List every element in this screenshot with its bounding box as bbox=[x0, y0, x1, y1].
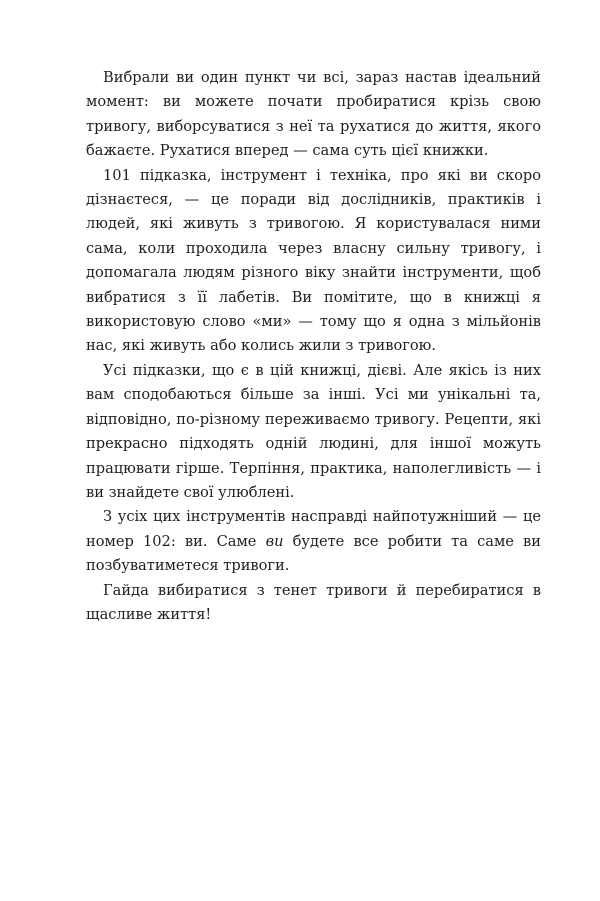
paragraph-2 bbox=[86, 164, 541, 359]
paragraph-5-text: Гайда вибиратися з тенет тривоги й перебиратися в щасливе життя! bbox=[86, 581, 541, 623]
paragraph-5 bbox=[86, 579, 541, 628]
paragraph-4-text-end: будете все робити та саме ви позбуватиметеся тривоги. bbox=[86, 532, 542, 575]
paragraph-3 bbox=[86, 359, 541, 505]
paragraph-1-text: Вибрали ви один пункт чи всі, зараз настав ідеальний момент: ви можете почати пробиратися крізь свою тривогу, виборсуватися з неї та рухатися до життя, якого бажаєте. Рухатися вперед — сама суть цієї книжки. bbox=[86, 69, 541, 160]
paragraph-4-emphasis: ви bbox=[265, 532, 284, 550]
body-text bbox=[86, 66, 541, 627]
paragraph-2-text: 101 підказка, інструмент і техніка, про які ви скоро дізнаєтеся, — це поради від дослідників, практиків і людей, які живуть з тривогою. Я користувалася ними сама, коли проходила через власну сильну тривогу, і допомагала людям різного віку знайти інструменти, щоб вибратися з її лабетів. Ви помітите, що в книжці я використовую слово «ми» — тому що я одна з мільйонів нас, які живуть або колись жили з тривогою. bbox=[86, 166, 541, 355]
paragraph-1 bbox=[86, 66, 541, 164]
paragraph-4-text-start: З усіх цих інструментів насправді найпотужніший — це номер 102: ви. Саме bbox=[86, 508, 541, 550]
paragraph-4 bbox=[86, 505, 541, 578]
paragraph-3-text: Усі підказки, що є в цій книжці, дієві. Але якісь із них вам сподобаються більше за інші. Усі ми унікальні та, відповідно, по-різному переживаємо тривогу. Рецепти, які прекрасно підходять одній людині, для іншої можуть працювати гірше. Терпіння, практика, наполегливість — і ви знайдете свої улюблені. bbox=[86, 361, 541, 501]
